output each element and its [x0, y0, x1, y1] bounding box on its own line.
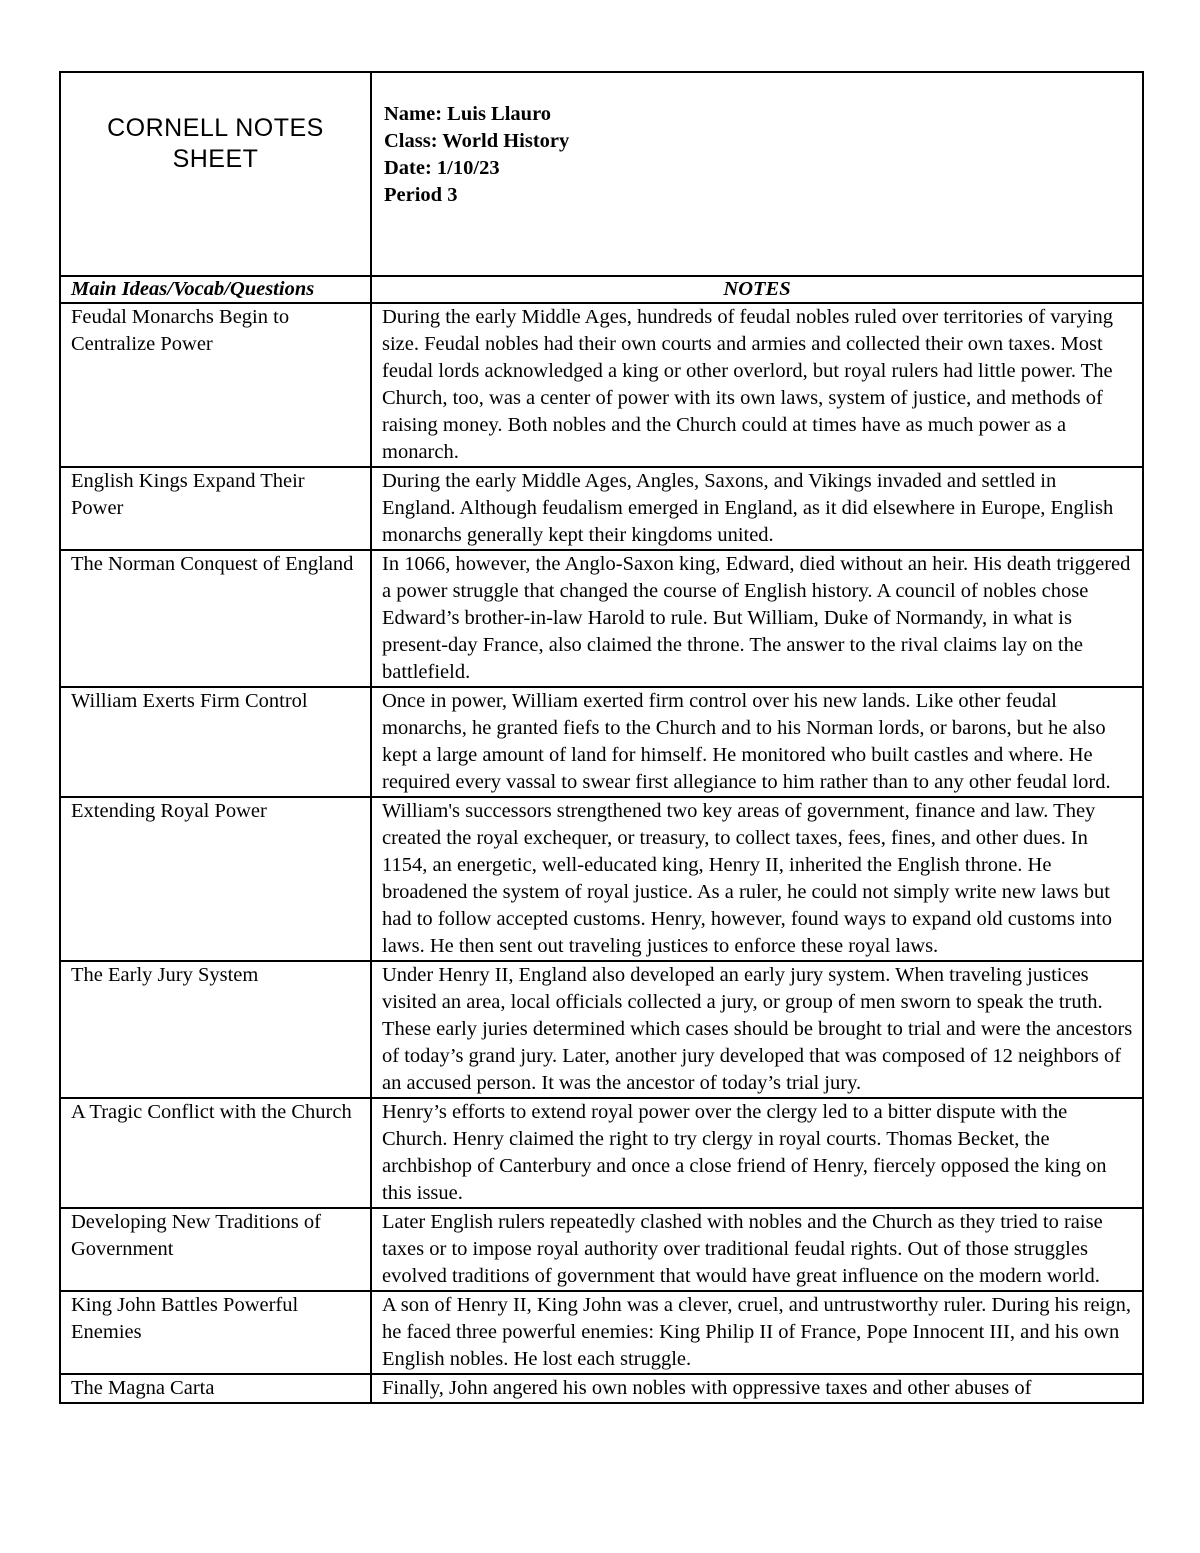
- notes-cell: Finally, John angered his own nobles with oppressive taxes and other abuses of: [371, 1374, 1143, 1403]
- notes-cell: A son of Henry II, King John was a clever, cruel, and untrustworthy ruler. During his reign, he faced three powerful enemies: King Philip II of France, Pope Innocent III, and his own English nobles. He lost each struggle.: [371, 1291, 1143, 1374]
- main-idea-cell: A Tragic Conflict with the Church: [60, 1098, 371, 1208]
- table-row: [60, 1374, 1143, 1403]
- notes-cell: During the early Middle Ages, Angles, Saxons, and Vikings invaded and settled in England. Although feudalism emerged in England, as it did elsewhere in Europe, English monarchs generally kept their kingdoms united.: [371, 467, 1143, 550]
- column-header-row: [60, 276, 1143, 303]
- notes-cell: In 1066, however, the Anglo-Saxon king, Edward, died without an heir. His death triggered a power struggle that changed the course of English history. A council of nobles chose Edward’s brother-in-law Harold to rule. But William, Duke of Normandy, in what is present-day France, also claimed the throne. The answer to the rival claims lay on the battlefield.: [371, 550, 1143, 687]
- table-row: [60, 303, 1143, 467]
- table-row: [60, 467, 1143, 550]
- table-row: [60, 1208, 1143, 1291]
- notes-cell: Once in power, William exerted firm control over his new lands. Like other feudal monarchs, he granted fiefs to the Church and to his Norman lords, or barons, but he also kept a large amount of land for himself. He monitored who built castles and where. He required every vassal to swear first allegiance to him rather than to any other feudal lord.: [371, 687, 1143, 797]
- main-idea-cell: Feudal Monarchs Begin to Centralize Power: [60, 303, 371, 467]
- main-idea-cell: The Norman Conquest of England: [60, 550, 371, 687]
- date: Date: 1/10/23: [384, 157, 500, 179]
- main-idea-cell: King John Battles Powerful Enemies: [60, 1291, 371, 1374]
- table-row: [60, 687, 1143, 797]
- cornell-notes-table: [59, 71, 1144, 1404]
- main-idea-cell: The Magna Carta: [60, 1374, 371, 1403]
- class-name: Class: World History: [384, 130, 570, 152]
- sheet-title-line2: SHEET: [172, 145, 259, 173]
- main-ideas-header: Main Ideas/Vocab/Questions: [60, 276, 371, 303]
- student-info: [371, 72, 1143, 276]
- main-idea-cell: Developing New Traditions of Government: [60, 1208, 371, 1291]
- main-idea-cell: English Kings Expand Their Power: [60, 467, 371, 550]
- notes-cell: William's successors strengthened two key areas of government, finance and law. They created the royal exchequer, or treasury, to collect taxes, fees, fines, and other dues. In 1154, an energetic, well-educated king, Henry II, inherited the English throne. He broadened the system of royal justice. As a ruler, he could not simply write new laws but had to follow accepted customs. Henry, however, found ways to expand old customs into laws. He then sent out traveling justices to enforce these royal laws.: [371, 797, 1143, 961]
- sheet-title-line1: CORNELL NOTES: [107, 114, 324, 142]
- sheet-title: [60, 72, 371, 276]
- table-row: [60, 797, 1143, 961]
- notes-cell: During the early Middle Ages, hundreds of feudal nobles ruled over territories of varying size. Feudal nobles had their own courts and armies and collected their own taxes. Most feudal lords acknowledged a king or other overlord, but royal rulers had little power. The Church, too, was a center of power with its own laws, system of justice, and methods of raising money. Both nobles and the Church could at times have as much power as a monarch.: [371, 303, 1143, 467]
- notes-cell: Under Henry II, England also developed an early jury system. When traveling justices visited an area, local officials collected a jury, or group of men sworn to speak the truth. These early juries determined which cases should be brought to trial and were the ancestors of today’s grand jury. Later, another jury developed that was composed of 12 neighbors of an accused person. It was the ancestor of today’s trial jury.: [371, 961, 1143, 1098]
- notes-header: NOTES: [371, 276, 1143, 303]
- main-idea-cell: Extending Royal Power: [60, 797, 371, 961]
- main-idea-cell: The Early Jury System: [60, 961, 371, 1098]
- table-row: [60, 961, 1143, 1098]
- header-row: [60, 72, 1143, 276]
- period: Period 3: [384, 184, 458, 206]
- table-row: [60, 550, 1143, 687]
- notes-cell: Later English rulers repeatedly clashed with nobles and the Church as they tried to raise taxes or to impose royal authority over traditional feudal rights. Out of those struggles evolved traditions of government that would have great influence on the modern world.: [371, 1208, 1143, 1291]
- table-row: [60, 1098, 1143, 1208]
- main-idea-cell: William Exerts Firm Control: [60, 687, 371, 797]
- table-row: [60, 1291, 1143, 1374]
- notes-cell: Henry’s efforts to extend royal power over the clergy led to a bitter dispute with the Church. Henry claimed the right to try clergy in royal courts. Thomas Becket, the archbishop of Canterbury and once a close friend of Henry, fiercely opposed the king on this issue.: [371, 1098, 1143, 1208]
- student-name: Name: Luis Llauro: [384, 103, 552, 125]
